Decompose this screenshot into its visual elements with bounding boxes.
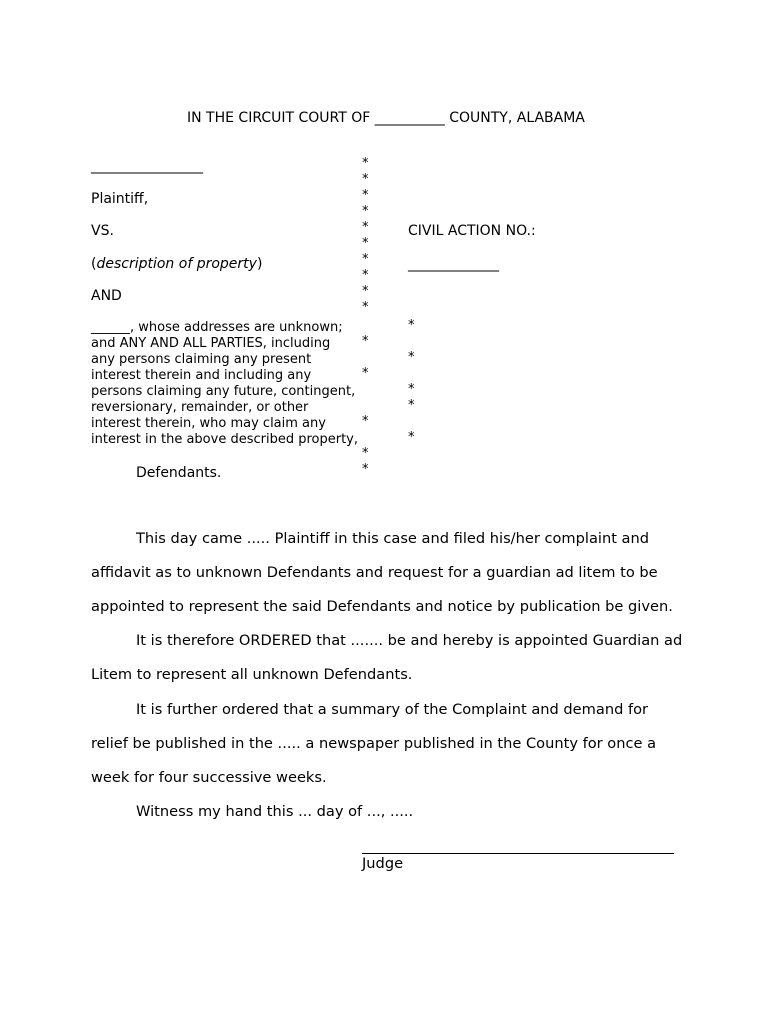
caption-star: * bbox=[362, 220, 369, 235]
caption-star: * bbox=[362, 366, 369, 381]
paragraph-1-line-1: This day came ..... Plaintiff in this case and filed his/her complaint and bbox=[136, 530, 650, 547]
defendant-line-8: interest in the above described property, bbox=[91, 432, 358, 447]
civil-action-number-blank: _____________ bbox=[408, 256, 499, 272]
caption-star: * bbox=[362, 300, 369, 315]
civil-action-label: CIVIL ACTION NO.: bbox=[408, 223, 536, 239]
caption-star: * bbox=[362, 188, 369, 203]
property-description bbox=[91, 256, 262, 272]
caption-star: * bbox=[362, 156, 369, 171]
paragraph-2-line-2: Litem to represent all unknown Defendants. bbox=[91, 666, 413, 683]
property-italic-text: description of property bbox=[96, 256, 257, 272]
defendant-line-6: reversionary, remainder, or other bbox=[91, 400, 309, 415]
plaintiff-name-blank: ________________ bbox=[91, 158, 203, 174]
caption-star: * bbox=[362, 236, 369, 251]
caption-star: * bbox=[408, 398, 415, 413]
court-heading: IN THE CIRCUIT COURT OF __________ COUNTY, ALABAMA bbox=[187, 110, 585, 126]
caption-star: * bbox=[408, 318, 415, 333]
property-open-paren: ( bbox=[91, 256, 97, 272]
caption-star: * bbox=[362, 462, 369, 477]
paragraph-3-line-3: week for four successive weeks. bbox=[91, 769, 327, 786]
versus-label: VS. bbox=[91, 223, 114, 239]
caption-star: * bbox=[362, 252, 369, 267]
defendant-line-5: persons claiming any future, contingent, bbox=[91, 384, 356, 399]
paragraph-4-line-1: Witness my hand this ... day of ..., ..... bbox=[136, 803, 414, 820]
paragraph-3-line-2: relief be published in the ..... a newspaper published in the County for once a bbox=[91, 735, 657, 752]
defendant-line-4: interest therein and including any bbox=[91, 368, 312, 383]
judge-label: Judge bbox=[362, 855, 404, 872]
caption-star: * bbox=[362, 172, 369, 187]
caption-star: * bbox=[362, 414, 369, 429]
signature-line bbox=[362, 853, 674, 854]
caption-star: * bbox=[362, 334, 369, 349]
paragraph-3-line-1: It is further ordered that a summary of the Complaint and demand for bbox=[136, 701, 649, 718]
caption-star: * bbox=[362, 268, 369, 283]
defendant-line-7: interest therein, who may claim any bbox=[91, 416, 326, 431]
property-close-paren: ) bbox=[256, 256, 263, 272]
defendant-line-3: any persons claiming any present bbox=[91, 352, 312, 367]
caption-star: * bbox=[362, 284, 369, 299]
caption-star: * bbox=[408, 382, 415, 397]
defendants-label: Defendants. bbox=[136, 465, 222, 481]
and-label: AND bbox=[91, 288, 122, 304]
paragraph-1-line-3: appointed to represent the said Defendants and notice by publication be given. bbox=[91, 598, 673, 615]
caption-star: * bbox=[408, 430, 415, 445]
defendant-line-2: and ANY AND ALL PARTIES, including bbox=[91, 336, 331, 351]
paragraph-2-line-1: It is therefore ORDERED that ....... be and hereby is appointed Guardian ad bbox=[136, 632, 683, 649]
caption-star: * bbox=[408, 350, 415, 365]
defendant-line-1: ______, whose addresses are unknown; bbox=[91, 320, 343, 335]
caption-star: * bbox=[362, 204, 369, 219]
paragraph-1-line-2: affidavit as to unknown Defendants and request for a guardian ad litem to be bbox=[91, 564, 658, 581]
caption-star: * bbox=[362, 446, 369, 461]
plaintiff-label: Plaintiff, bbox=[91, 191, 149, 207]
